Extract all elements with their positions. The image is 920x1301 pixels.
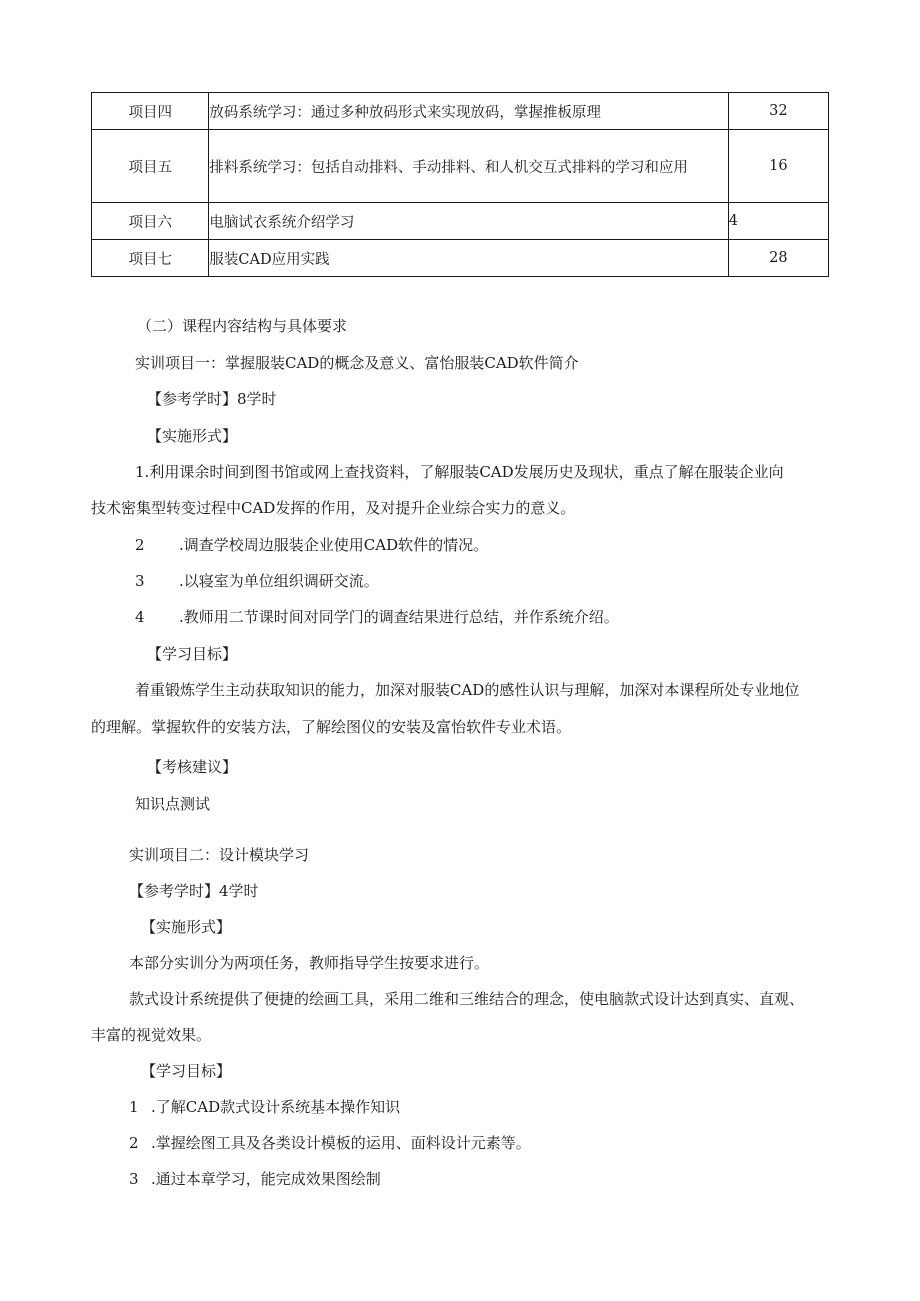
item-text: .了解CAD款式设计系统基本操作知识	[151, 1098, 401, 1116]
table-cell-item: 项目四	[92, 93, 209, 130]
item-number: 1	[135, 463, 145, 481]
item-text: .掌握绘图工具及各类设计模板的运用、面料设计元素等。	[151, 1134, 531, 1152]
project1-impl-item-3	[135, 571, 379, 591]
project1-title: 实训项目一：掌握服装CAD的概念及意义、富怡服装CAD软件简介	[135, 354, 579, 372]
project1-goal-heading: 【学习目标】	[147, 645, 238, 663]
table-cell-hours: 32	[728, 93, 828, 130]
table-cell-hours: 4	[728, 203, 828, 240]
project1-impl-item-2	[135, 535, 488, 555]
table-cell-desc: 服装CAD应用实践	[209, 240, 728, 277]
project2-goal-3	[129, 1169, 381, 1189]
table-cell-item: 项目五	[92, 130, 209, 203]
table-cell-desc: 排料系统学习：包括自动排料、手动排料、和人机交互式排料的学习和应用	[209, 130, 728, 203]
item-number: 1	[129, 1098, 139, 1116]
item-text: .利用课余时间到图书馆或网上查找资料，了解服装CAD发展历史及现状，重点了解在服装企业向	[144, 463, 784, 481]
table-cell-hours: 28	[728, 240, 828, 277]
item-number: 3	[135, 572, 145, 590]
item-number: 4	[135, 608, 145, 626]
project1-assess-text: 知识点测试	[135, 795, 211, 813]
project2-desc: 款式设计系统提供了便捷的绘画工具，采用二维和三维结合的理念，使电脑款式设计达到真实、直观、	[129, 990, 805, 1008]
item-number: 2	[129, 1134, 139, 1152]
item-text: .以寝室为单位组织调研交流。	[179, 572, 379, 590]
project2-goal-heading: 【学习目标】	[141, 1062, 232, 1080]
project2-goal-1	[129, 1097, 400, 1117]
project2-impl-heading: 【实施形式】	[141, 918, 232, 936]
table-cell-desc: 电脑试衣系统介绍学习	[209, 203, 728, 240]
table-row	[92, 130, 829, 203]
table-cell-hours: 16	[728, 130, 828, 203]
project2-ref-hours: 【参考学时】4学时	[129, 882, 259, 900]
project2-goal-2	[129, 1133, 531, 1153]
project1-impl-item-1-cont: 技术密集型转变过程中CAD发挥的作用，及对提升企业综合实力的意义。	[91, 499, 576, 517]
item-number: 2	[135, 536, 145, 554]
project2-desc-cont: 丰富的视觉效果。	[91, 1026, 212, 1044]
item-number: 3	[129, 1170, 139, 1188]
item-text: .通过本章学习，能完成效果图绘制	[151, 1170, 381, 1188]
item-text: .调查学校周边服装企业使用CAD软件的情况。	[179, 536, 489, 554]
table-row	[92, 240, 829, 277]
table-cell-item: 项目七	[92, 240, 209, 277]
table-cell-item: 项目六	[92, 203, 209, 240]
course-hours-table	[91, 92, 829, 277]
project1-ref-hours: 【参考学时】8学时	[147, 390, 277, 408]
project2-impl-text: 本部分实训分为两项任务，教师指导学生按要求进行。	[129, 954, 490, 972]
project1-goal-text-cont: 的理解。掌握软件的安装方法，了解绘图仪的安装及富怡软件专业术语。	[91, 718, 572, 736]
project1-impl-heading: 【实施形式】	[147, 427, 238, 445]
table-cell-desc: 放码系统学习：通过多种放码形式来实现放码，掌握推板原理	[209, 93, 728, 130]
table-row	[92, 203, 829, 240]
project2-title: 实训项目二：设计模块学习	[129, 846, 310, 864]
section-heading: （二）课程内容结构与具体要求	[137, 317, 348, 335]
item-text: .教师用二节课时间对同学门的调查结果进行总结，并作系统介绍。	[179, 608, 619, 626]
project1-assess-heading: 【考核建议】	[147, 758, 238, 776]
project1-impl-item-1	[135, 462, 784, 482]
project1-goal-text: 着重锻炼学生主动获取知识的能力，加深对服装CAD的感性认识与理解，加深对本课程所处专业地位	[135, 681, 800, 699]
project1-impl-item-4	[135, 607, 619, 627]
table-row	[92, 93, 829, 130]
